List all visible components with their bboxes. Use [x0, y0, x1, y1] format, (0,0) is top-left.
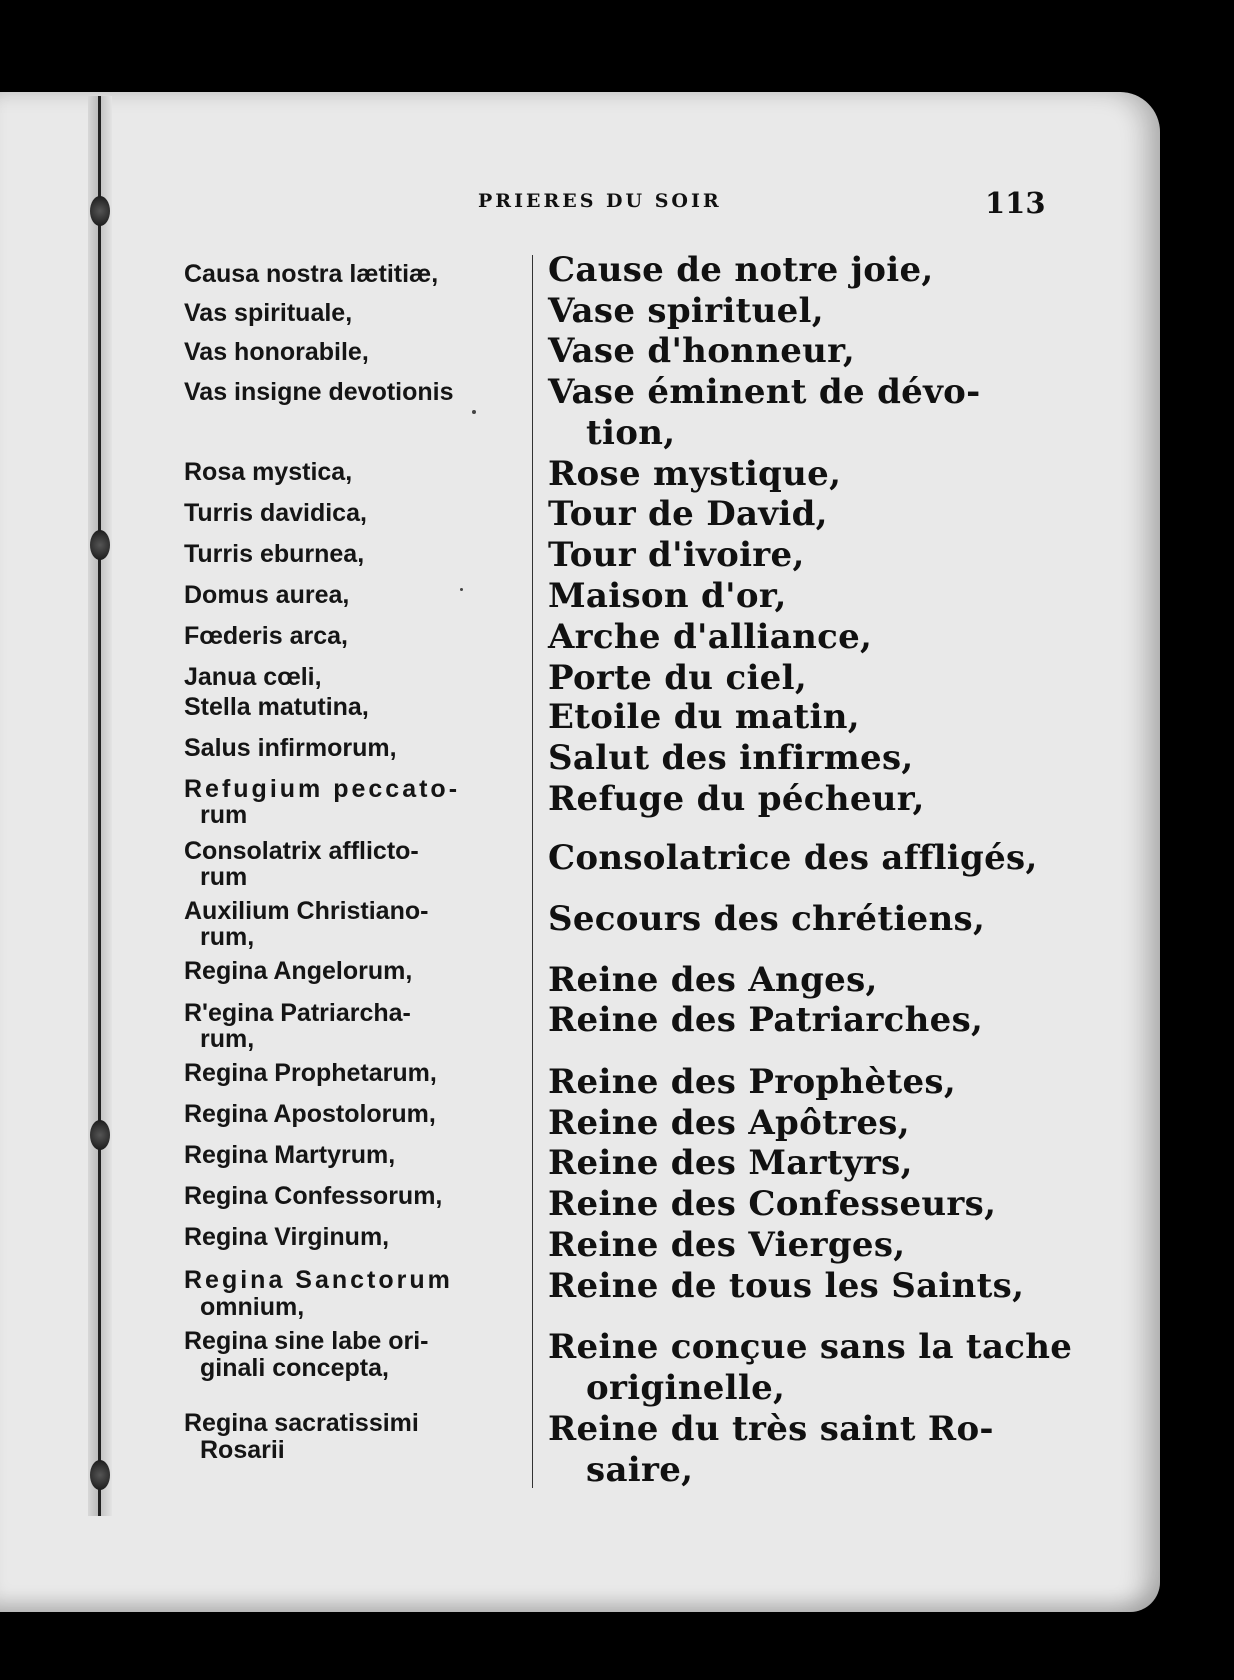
binding-knot [78, 1460, 122, 1490]
french-line: originelle, [586, 1368, 786, 1408]
french-line: Reine des Patriarches, [548, 1000, 984, 1040]
latin-line: ginali concepta, [200, 1354, 389, 1382]
latin-line: Vas honorabile, [184, 338, 369, 366]
french-line: Reine des Martyrs, [548, 1143, 913, 1183]
latin-line: Regina Prophetarum, [184, 1059, 437, 1087]
latin-line: rum [200, 801, 248, 829]
french-line: tion, [586, 413, 676, 453]
french-line: Reine conçue sans la tache [548, 1327, 1073, 1367]
french-line: Reine des Apôtres, [548, 1103, 910, 1143]
french-line: Cause de notre joie, [548, 250, 934, 290]
column-divider [532, 255, 533, 1488]
binding-knot [78, 530, 122, 560]
french-line: Reine des Confesseurs, [548, 1184, 997, 1224]
page-number: 113 [985, 186, 1046, 220]
running-head: PRIERES DU SOIR [478, 190, 722, 212]
french-line: Reine des Anges, [548, 960, 878, 1000]
french-line: Refuge du pécheur, [548, 779, 925, 819]
french-line: Arche d'alliance, [548, 617, 873, 657]
binding-knot [78, 196, 122, 226]
latin-line: Regina Martyrum, [184, 1141, 396, 1169]
french-line: Consolatrice des affligés, [548, 838, 1038, 878]
ink-speck [472, 410, 476, 414]
latin-line: Regina Sanctorum [184, 1266, 453, 1294]
french-line: Secours des chrétiens, [548, 899, 986, 939]
latin-line: Refugium peccato- [184, 775, 461, 803]
latin-line: Auxilium Christiano- [184, 897, 429, 925]
french-line: Tour d'ivoire, [548, 535, 805, 575]
latin-line: Regina sacratissimi [184, 1409, 419, 1437]
french-line: Maison d'or, [548, 576, 787, 616]
latin-line: Turris eburnea, [184, 540, 365, 568]
latin-line: omnium, [200, 1293, 305, 1321]
latin-line: Janua cœli, [184, 663, 322, 691]
latin-line: Fœderis arca, [184, 622, 348, 650]
latin-line: rum, [200, 923, 255, 951]
french-line: Porte du ciel, [548, 658, 807, 698]
french-line: Etoile du matin, [548, 697, 860, 737]
latin-line: Regina Confessorum, [184, 1182, 443, 1210]
french-line: Salut des infirmes, [548, 738, 914, 778]
french-line: Vase spirituel, [548, 291, 824, 331]
latin-line: Regina Apostolorum, [184, 1100, 436, 1128]
latin-line: Rosa mystica, [184, 458, 353, 486]
latin-line: rum, [200, 1025, 255, 1053]
latin-line: Regina Angelorum, [184, 957, 413, 985]
latin-line: Regina Virginum, [184, 1223, 390, 1251]
latin-line: Salus infirmorum, [184, 734, 397, 762]
french-line: Tour de David, [548, 494, 828, 534]
french-line: Reine du très saint Ro- [548, 1409, 994, 1449]
latin-line: rum [200, 863, 248, 891]
book-spine [88, 96, 112, 1516]
french-line: Reine de tous les Saints, [548, 1266, 1025, 1306]
ink-speck [460, 588, 463, 591]
latin-line: Vas spirituale, [184, 299, 353, 327]
latin-line: Turris davidica, [184, 499, 367, 527]
latin-line: Vas insigne devotionis [184, 378, 454, 406]
french-line: saire, [586, 1450, 694, 1490]
french-line: Rose mystique, [548, 454, 842, 494]
french-line: Reine des Vierges, [548, 1225, 906, 1265]
french-line: Vase éminent de dévo- [548, 372, 981, 412]
french-line: Vase d'honneur, [548, 331, 856, 371]
latin-line: Regina sine labe ori- [184, 1327, 429, 1355]
latin-line: Domus aurea, [184, 581, 350, 609]
latin-line: R'egina Patriarcha- [184, 999, 411, 1027]
latin-line: Consolatrix afflicto- [184, 837, 419, 865]
latin-line: Rosarii [200, 1436, 285, 1464]
latin-line: Stella matutina, [184, 693, 369, 721]
latin-line: Causa nostra lætitiæ, [184, 260, 439, 288]
binding-knot [78, 1120, 122, 1150]
french-line: Reine des Prophètes, [548, 1062, 956, 1102]
